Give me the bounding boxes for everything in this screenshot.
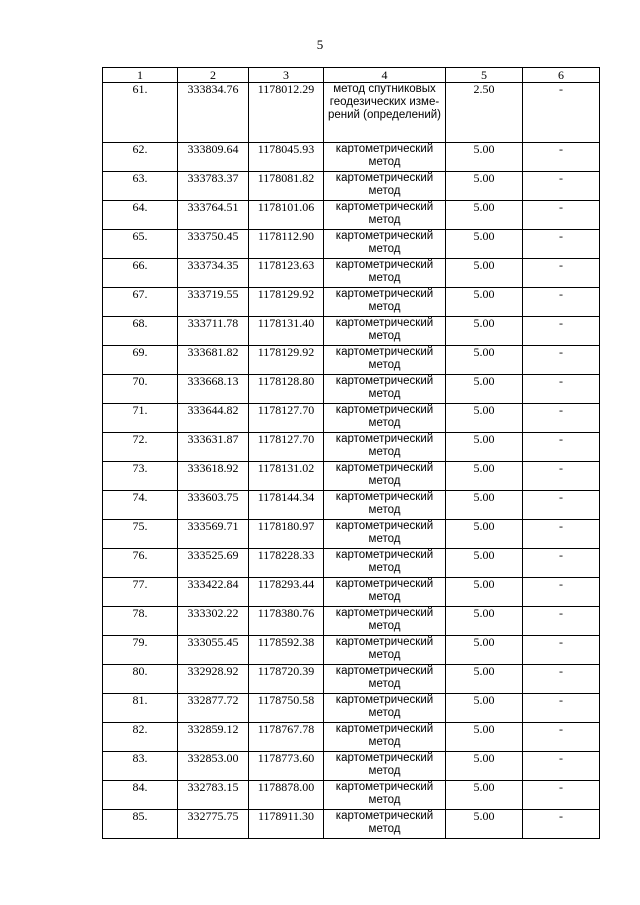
note-cell: -	[523, 520, 600, 549]
point-number-cell: 76.	[103, 549, 178, 578]
y-coordinate-cell: 1178592.38	[249, 636, 324, 665]
x-coordinate-cell: 333834.76	[178, 83, 249, 143]
method-cell: картометрический метод	[324, 404, 446, 433]
page-number: 5	[316, 37, 324, 52]
x-coordinate-cell: 332859.12	[178, 723, 249, 752]
column-header: 4	[324, 68, 446, 83]
point-number-cell: 78.	[103, 607, 178, 636]
x-coordinate-cell: 333764.51	[178, 201, 249, 230]
accuracy-cell: 5.00	[446, 462, 523, 491]
y-coordinate-cell: 1178012.29	[249, 83, 324, 143]
method-cell: картометрический метод	[324, 781, 446, 810]
accuracy-cell: 5.00	[446, 259, 523, 288]
method-cell: картометрический метод	[324, 607, 446, 636]
x-coordinate-cell: 333783.37	[178, 172, 249, 201]
accuracy-cell: 5.00	[446, 201, 523, 230]
y-coordinate-cell: 1178081.82	[249, 172, 324, 201]
table-row	[103, 752, 600, 781]
accuracy-cell: 5.00	[446, 578, 523, 607]
note-cell: -	[523, 404, 600, 433]
point-number-cell: 67.	[103, 288, 178, 317]
point-number-cell: 75.	[103, 520, 178, 549]
table-row	[103, 375, 600, 404]
x-coordinate-cell: 333644.82	[178, 404, 249, 433]
y-coordinate-cell: 1178750.58	[249, 694, 324, 723]
note-cell: -	[523, 259, 600, 288]
accuracy-cell: 5.00	[446, 752, 523, 781]
accuracy-cell: 5.00	[446, 288, 523, 317]
y-coordinate-cell: 1178131.40	[249, 317, 324, 346]
y-coordinate-cell: 1178144.34	[249, 491, 324, 520]
method-cell: картометрический метод	[324, 810, 446, 839]
x-coordinate-cell: 333618.92	[178, 462, 249, 491]
accuracy-cell: 5.00	[446, 665, 523, 694]
accuracy-cell: 5.00	[446, 549, 523, 578]
point-number-cell: 65.	[103, 230, 178, 259]
table-row	[103, 83, 600, 143]
y-coordinate-cell: 1178112.90	[249, 230, 324, 259]
method-cell: картометрический метод	[324, 143, 446, 172]
accuracy-cell: 5.00	[446, 491, 523, 520]
method-cell: картометрический метод	[324, 259, 446, 288]
x-coordinate-cell: 333631.87	[178, 433, 249, 462]
method-cell: картометрический метод	[324, 752, 446, 781]
note-cell: -	[523, 491, 600, 520]
note-cell: -	[523, 230, 600, 259]
method-cell: картометрический метод	[324, 491, 446, 520]
y-coordinate-cell: 1178293.44	[249, 578, 324, 607]
table-row	[103, 172, 600, 201]
method-cell: картометрический метод	[324, 317, 446, 346]
table-row	[103, 404, 600, 433]
table-row	[103, 549, 600, 578]
method-cell: картометрический метод	[324, 462, 446, 491]
accuracy-cell: 5.00	[446, 172, 523, 201]
note-cell: -	[523, 462, 600, 491]
x-coordinate-cell: 333525.69	[178, 549, 249, 578]
y-coordinate-cell: 1178228.33	[249, 549, 324, 578]
note-cell: -	[523, 433, 600, 462]
table-body	[103, 83, 600, 839]
note-cell: -	[523, 172, 600, 201]
point-number-cell: 83.	[103, 752, 178, 781]
y-coordinate-cell: 1178131.02	[249, 462, 324, 491]
point-number-cell: 72.	[103, 433, 178, 462]
table-row	[103, 288, 600, 317]
accuracy-cell: 5.00	[446, 375, 523, 404]
x-coordinate-cell: 332928.92	[178, 665, 249, 694]
point-number-cell: 63.	[103, 172, 178, 201]
method-cell: картометрический метод	[324, 578, 446, 607]
table-row	[103, 433, 600, 462]
x-coordinate-cell: 333668.13	[178, 375, 249, 404]
note-cell: -	[523, 143, 600, 172]
y-coordinate-cell: 1178123.63	[249, 259, 324, 288]
x-coordinate-cell: 333711.78	[178, 317, 249, 346]
table-header-row	[103, 68, 600, 83]
point-number-cell: 82.	[103, 723, 178, 752]
y-coordinate-cell: 1178773.60	[249, 752, 324, 781]
note-cell: -	[523, 201, 600, 230]
note-cell: -	[523, 607, 600, 636]
method-cell: картометрический метод	[324, 636, 446, 665]
x-coordinate-cell: 332775.75	[178, 810, 249, 839]
x-coordinate-cell: 333750.45	[178, 230, 249, 259]
accuracy-cell: 5.00	[446, 636, 523, 665]
table-row	[103, 491, 600, 520]
table-row	[103, 578, 600, 607]
table-row	[103, 636, 600, 665]
note-cell: -	[523, 317, 600, 346]
note-cell: -	[523, 83, 600, 143]
y-coordinate-cell: 1178720.39	[249, 665, 324, 694]
y-coordinate-cell: 1178767.78	[249, 723, 324, 752]
column-header: 5	[446, 68, 523, 83]
column-header: 6	[523, 68, 600, 83]
point-number-cell: 69.	[103, 346, 178, 375]
note-cell: -	[523, 665, 600, 694]
point-number-cell: 74.	[103, 491, 178, 520]
point-number-cell: 61.	[103, 83, 178, 143]
method-cell: картометрический метод	[324, 520, 446, 549]
y-coordinate-cell: 1178045.93	[249, 143, 324, 172]
method-cell: картометрический метод	[324, 201, 446, 230]
note-cell: -	[523, 636, 600, 665]
x-coordinate-cell: 333681.82	[178, 346, 249, 375]
y-coordinate-cell: 1178101.06	[249, 201, 324, 230]
x-coordinate-cell: 333603.75	[178, 491, 249, 520]
note-cell: -	[523, 694, 600, 723]
note-cell: -	[523, 288, 600, 317]
table-row	[103, 462, 600, 491]
table-row	[103, 607, 600, 636]
accuracy-cell: 5.00	[446, 230, 523, 259]
accuracy-cell: 5.00	[446, 404, 523, 433]
table-row	[103, 143, 600, 172]
note-cell: -	[523, 375, 600, 404]
coordinates-table	[102, 67, 600, 839]
method-cell: картометрический метод	[324, 172, 446, 201]
accuracy-cell: 5.00	[446, 607, 523, 636]
accuracy-cell: 5.00	[446, 810, 523, 839]
method-cell: картометрический метод	[324, 723, 446, 752]
y-coordinate-cell: 1178380.76	[249, 607, 324, 636]
note-cell: -	[523, 549, 600, 578]
accuracy-cell: 5.00	[446, 520, 523, 549]
point-number-cell: 79.	[103, 636, 178, 665]
accuracy-cell: 5.00	[446, 317, 523, 346]
point-number-cell: 70.	[103, 375, 178, 404]
point-number-cell: 62.	[103, 143, 178, 172]
point-number-cell: 81.	[103, 694, 178, 723]
method-cell: картометрический метод	[324, 665, 446, 694]
y-coordinate-cell: 1178127.70	[249, 433, 324, 462]
x-coordinate-cell: 333422.84	[178, 578, 249, 607]
note-cell: -	[523, 578, 600, 607]
note-cell: -	[523, 752, 600, 781]
x-coordinate-cell: 332783.15	[178, 781, 249, 810]
y-coordinate-cell: 1178878.00	[249, 781, 324, 810]
y-coordinate-cell: 1178129.92	[249, 288, 324, 317]
y-coordinate-cell: 1178180.97	[249, 520, 324, 549]
y-coordinate-cell: 1178911.30	[249, 810, 324, 839]
table-row	[103, 723, 600, 752]
accuracy-cell: 5.00	[446, 346, 523, 375]
table-row	[103, 346, 600, 375]
y-coordinate-cell: 1178128.80	[249, 375, 324, 404]
accuracy-cell: 5.00	[446, 143, 523, 172]
method-cell: картометрический метод	[324, 346, 446, 375]
note-cell: -	[523, 781, 600, 810]
accuracy-cell: 5.00	[446, 781, 523, 810]
x-coordinate-cell: 333809.64	[178, 143, 249, 172]
table-row	[103, 317, 600, 346]
table-row	[103, 665, 600, 694]
table-row	[103, 230, 600, 259]
point-number-cell: 85.	[103, 810, 178, 839]
x-coordinate-cell: 333719.55	[178, 288, 249, 317]
point-number-cell: 84.	[103, 781, 178, 810]
method-cell: картометрический метод	[324, 288, 446, 317]
table-row	[103, 810, 600, 839]
table-row	[103, 520, 600, 549]
table-row	[103, 259, 600, 288]
x-coordinate-cell: 332853.00	[178, 752, 249, 781]
point-number-cell: 73.	[103, 462, 178, 491]
x-coordinate-cell: 333734.35	[178, 259, 249, 288]
method-cell: картометрический метод	[324, 230, 446, 259]
method-cell: картометрический метод	[324, 433, 446, 462]
point-number-cell: 71.	[103, 404, 178, 433]
x-coordinate-cell: 333055.45	[178, 636, 249, 665]
table-row	[103, 201, 600, 230]
method-cell: картометрический метод	[324, 694, 446, 723]
note-cell: -	[523, 723, 600, 752]
point-number-cell: 68.	[103, 317, 178, 346]
point-number-cell: 77.	[103, 578, 178, 607]
accuracy-cell: 5.00	[446, 723, 523, 752]
table-row	[103, 781, 600, 810]
method-cell: картометрический метод	[324, 375, 446, 404]
accuracy-cell: 5.00	[446, 694, 523, 723]
x-coordinate-cell: 332877.72	[178, 694, 249, 723]
note-cell: -	[523, 810, 600, 839]
method-cell: картометрический метод	[324, 549, 446, 578]
x-coordinate-cell: 333302.22	[178, 607, 249, 636]
y-coordinate-cell: 1178129.92	[249, 346, 324, 375]
x-coordinate-cell: 333569.71	[178, 520, 249, 549]
note-cell: -	[523, 346, 600, 375]
y-coordinate-cell: 1178127.70	[249, 404, 324, 433]
column-header: 2	[178, 68, 249, 83]
point-number-cell: 80.	[103, 665, 178, 694]
method-cell: метод спутниковых геодезических изме-рений (определений)	[324, 83, 446, 143]
accuracy-cell: 2.50	[446, 83, 523, 143]
column-header: 1	[103, 68, 178, 83]
point-number-cell: 66.	[103, 259, 178, 288]
point-number-cell: 64.	[103, 201, 178, 230]
table-row	[103, 694, 600, 723]
accuracy-cell: 5.00	[446, 433, 523, 462]
column-header: 3	[249, 68, 324, 83]
